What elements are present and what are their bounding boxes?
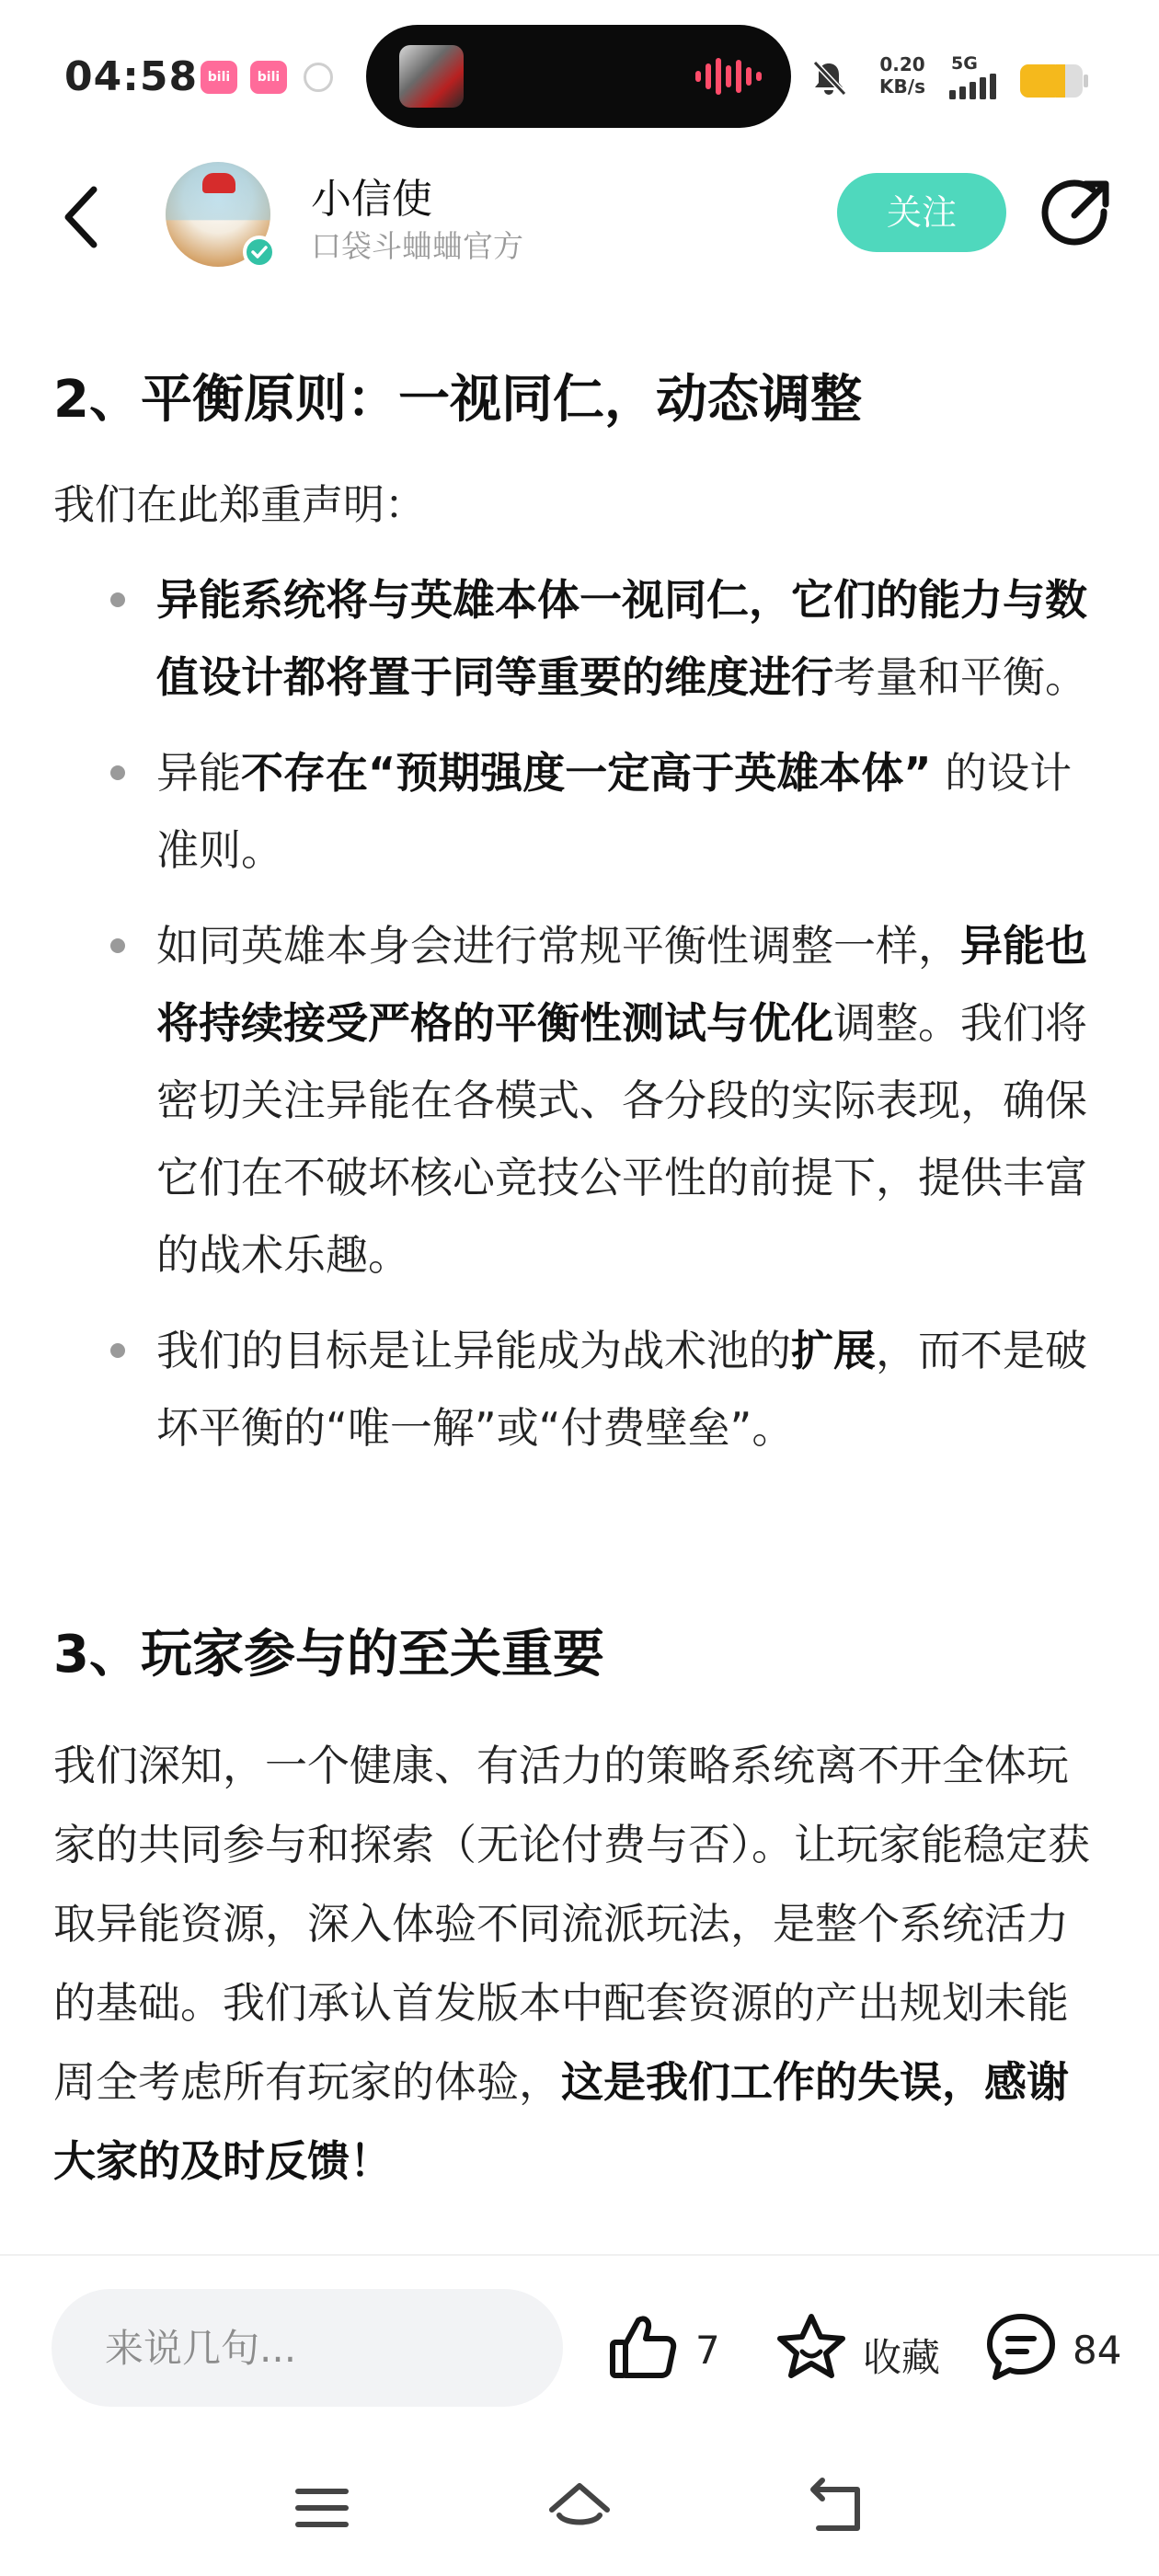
status-bar [0, 0, 1159, 147]
back-arrow-icon[interactable] [55, 180, 110, 254]
comment-button[interactable] [984, 2311, 1131, 2388]
dynamic-island[interactable] [366, 25, 791, 128]
list-item: 异能系统将与英雄本体一视同仁，它们的能力与数值设计都将置于同等重要的维度进行考量和平衡。 [53, 561, 1111, 716]
article-body [0, 285, 1159, 2254]
author-name[interactable]: 小信使 [311, 176, 432, 223]
menu-icon[interactable] [285, 2471, 359, 2545]
status-indicators [809, 52, 1113, 103]
system-nav-bar [0, 2438, 1159, 2576]
signal-icon [947, 74, 999, 99]
bilibili-icon: bili [250, 61, 287, 94]
list-item: 我们的目标是让异能成为战术池的扩展，而不是破坏平衡的“唯一解”或“付费壁垒”。 [53, 1312, 1111, 1466]
bullet-icon [110, 765, 125, 780]
album-art-icon [399, 45, 464, 108]
author-subtitle: 口袋斗蛐蛐官方 [311, 228, 523, 264]
comment-input[interactable] [52, 2289, 563, 2407]
like-count: 7 [695, 2328, 720, 2373]
back-icon[interactable] [800, 2471, 874, 2545]
like-button[interactable] [607, 2311, 727, 2388]
favorite-label: 收藏 [863, 2335, 941, 2380]
post-header [0, 147, 1159, 285]
verified-badge-icon [243, 236, 276, 269]
intro-paragraph: 我们在此郑重声明： [53, 480, 427, 529]
circle-icon [304, 63, 333, 92]
bilibili-icon: bili [201, 61, 237, 94]
list-item: 异能不存在“预期强度一定高于英雄本体” 的设计准则。 [53, 734, 1111, 889]
home-icon[interactable] [543, 2471, 616, 2545]
list-item: 如同英雄本身会进行常规平衡性调整一样，异能也将持续接受严格的平衡性测试与优化调整。我们将密切关注异能在各模式、各分段的实际表现，确保它们在不破坏核心竞技公平性的前提下，提供丰富的战术乐趣。 [53, 907, 1111, 1294]
battery-icon [1019, 63, 1089, 99]
network-type: 5G [951, 53, 978, 74]
net-speed: 0.20 KB/s [879, 53, 925, 98]
thumbs-up-icon [607, 2311, 681, 2385]
bottom-action-bar [0, 2254, 1159, 2440]
section-heading: 2、平衡原则：一视同仁，动态调整 [53, 370, 862, 430]
body-paragraph: 我们深知，一个健康、有活力的策略系统离不开全体玩家的共同参与和探索（无论付费与否）。让玩家能稳定获取异能资源，深入体验不同流派玩法，是整个系统活力的基础。我们承认首发版本中配套资源的产出规划未能周全考虑所有玩家的体验，这是我们工作的失误，感谢大家的及时反馈！ [53, 1741, 1090, 2186]
follow-button[interactable]: 关注 [837, 173, 1006, 252]
bullet-icon [110, 938, 125, 953]
audio-wave-icon [695, 56, 763, 97]
share-icon[interactable] [1039, 175, 1115, 250]
bullet-icon [110, 1343, 125, 1358]
favorite-button[interactable] [775, 2311, 958, 2388]
principles-list [53, 561, 1111, 1466]
avatar[interactable] [166, 162, 270, 267]
section-heading: 3、玩家参与的至关重要 [53, 1625, 604, 1685]
star-icon [775, 2311, 848, 2385]
bullet-icon [110, 592, 125, 607]
comment-bubble-icon [984, 2311, 1058, 2385]
comment-count: 84 [1073, 2328, 1122, 2373]
status-time: 04:58 [64, 53, 199, 100]
mute-bell-icon [809, 59, 848, 98]
